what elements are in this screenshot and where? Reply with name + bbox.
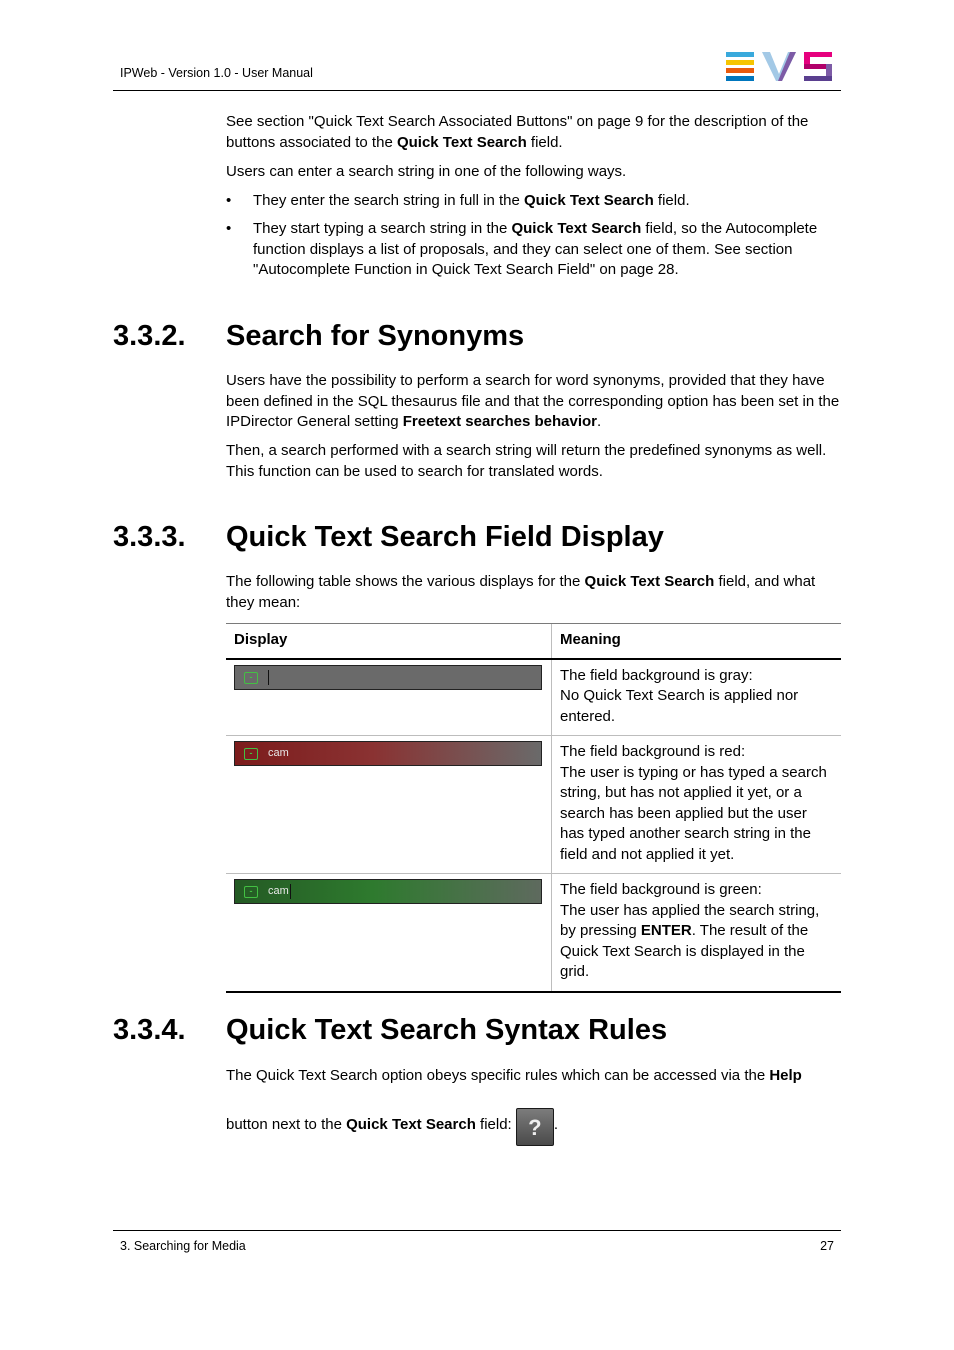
- text-caret: [290, 884, 291, 899]
- evs-logo: [726, 52, 834, 82]
- table-row: [226, 659, 841, 736]
- header-title: IPWeb - Version 1.0 - User Manual: [120, 66, 313, 80]
- field-text: cam: [268, 747, 289, 759]
- quick-text-search-field-gray: [234, 665, 542, 690]
- display-meaning-table: [226, 623, 841, 993]
- field-text: cam: [268, 885, 289, 897]
- section-title: Search for Synonyms: [226, 320, 525, 352]
- section-title: Quick Text Search Field Display: [226, 521, 664, 553]
- meaning-cell: The field background is green: The user has applied the search string, by pressing ENTER. The result of the Quick Text Search is displayed in the grid.: [552, 874, 842, 992]
- section-number: 3.3.4.: [113, 1014, 186, 1046]
- section-number: 3.3.3.: [113, 521, 186, 553]
- table-row: [226, 874, 841, 992]
- footer-chapter: 3. Searching for Media: [120, 1239, 246, 1253]
- page-header: [113, 48, 841, 91]
- meaning-cell: The field background is red: The user is typing or has typed a search string, but has not applied it yet, or a search has been applied but the user has typed another search string in the field and not applied it yet.: [552, 736, 842, 874]
- bullet-marker: •: [226, 192, 232, 209]
- help-button-icon: ?: [516, 1108, 554, 1146]
- display-cell: [226, 659, 552, 736]
- display-cell: [226, 874, 552, 992]
- page-footer: [113, 1230, 841, 1253]
- bullet-text: They enter the search string in full in the Quick Text Search field.: [253, 192, 690, 209]
- section-number: 3.3.2.: [113, 320, 186, 352]
- s334-paragraph-1: The Quick Text Search option obeys specific rules which can be accessed via the Help button next to the Quick Text Search field: ? .: [226, 1065, 841, 1146]
- table-header-display: Display: [226, 624, 552, 659]
- s332-paragraph-2: Then, a search performed with a search string will return the predefined synonyms as well. This function can be used to search for translated words.: [226, 442, 827, 480]
- table-header-meaning: Meaning: [552, 624, 842, 659]
- quick-text-search-field-green: [234, 879, 542, 904]
- bullet-text: They start typing a search string in the Quick Text Search field, so the Autocomplete function displays a list of proposals, and they can select one of them. See section "Autocomplete Function in Quick Text Search Field" on page 28.: [253, 220, 818, 278]
- section-title: Quick Text Search Syntax Rules: [226, 1014, 668, 1046]
- text-caret: [268, 670, 269, 685]
- s333-paragraph-1: The following table shows the various displays for the Quick Text Search field, and what they mean:: [226, 573, 816, 611]
- intro-paragraph-2: Users can enter a search string in one of the following ways.: [226, 163, 627, 180]
- quick-search-bracket-icon: -: [244, 748, 258, 760]
- page-number: 27: [820, 1239, 834, 1253]
- s332-paragraph-1: Users have the possibility to perform a search for word synonyms, provided that they have been defined in the SQL thesaurus file and that the corresponding option has been set in the IPDirector General setting Freetext searches behavior.: [226, 372, 840, 430]
- display-cell: [226, 736, 552, 874]
- intro-paragraph-1: See section "Quick Text Search Associated Buttons" on page 9 for the description of the buttons associated to the Quick Text Search field.: [226, 113, 809, 151]
- quick-text-search-field-red: [234, 741, 542, 766]
- bullet-marker: •: [226, 220, 232, 237]
- quick-search-bracket-icon: -: [244, 672, 258, 684]
- table-row: [226, 736, 841, 874]
- meaning-cell: The field background is gray: No Quick Text Search is applied nor entered.: [552, 659, 842, 736]
- quick-search-bracket-icon: -: [244, 886, 258, 898]
